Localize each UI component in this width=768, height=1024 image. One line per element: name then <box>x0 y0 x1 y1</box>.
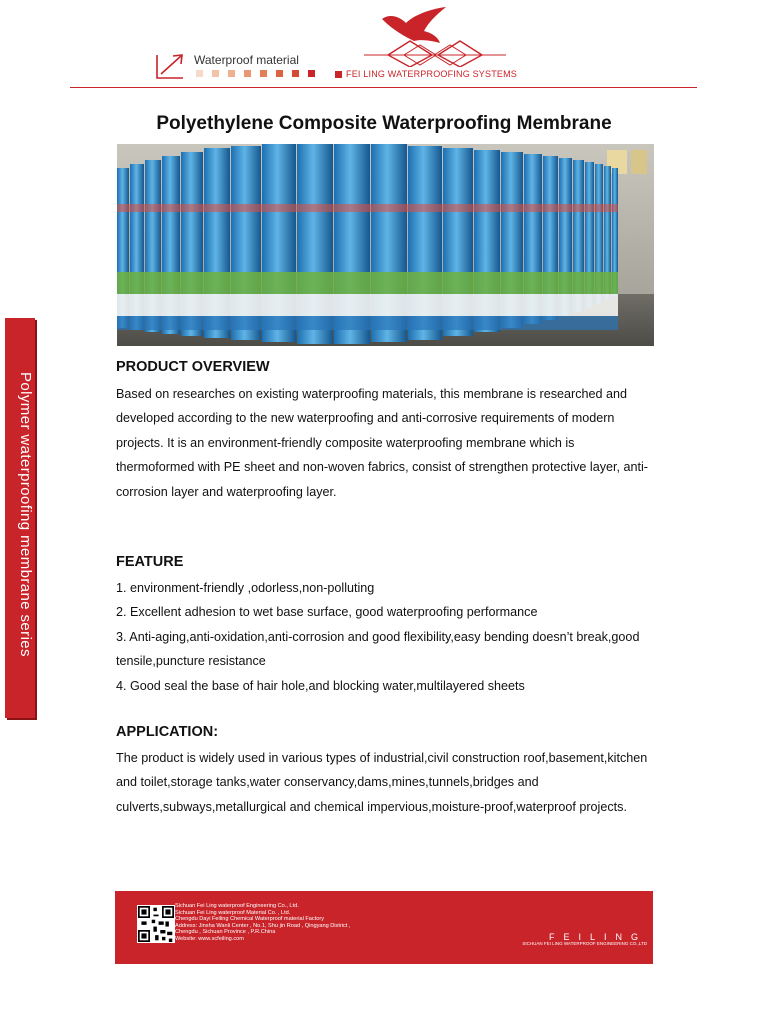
footer-contact <box>175 903 350 943</box>
feature-item: 4. Good seal the base of hair hole,and blocking water,multilayered sheets <box>116 678 525 693</box>
product-photo <box>117 144 654 346</box>
footer-line: Sichuan Fei Ling waterproof Material Co. , Ltd. <box>175 909 291 916</box>
page-title: Polyethylene Composite Waterproofing Membrane <box>156 113 612 134</box>
feature-item: 1. environment-friendly ,odorless,non-polluting <box>116 581 375 595</box>
footer-line: Chengdu , Sichuan Province , P.R.China <box>175 929 276 936</box>
feature-list <box>116 576 656 698</box>
header-category: Waterproof material <box>194 53 299 67</box>
footer-line: Chengdu Dayi Feiling Chemical Waterproof material Factory <box>175 916 325 923</box>
footer-banner <box>115 891 653 964</box>
footer-line: Sichuan Fei Ling waterproof Engineering Co., Ltd. <box>175 903 299 909</box>
overview-heading: PRODUCT OVERVIEW <box>116 359 270 375</box>
qr-code-icon <box>137 905 175 943</box>
decorative-squares <box>196 70 315 77</box>
header-company-name: FEI LING WATERPROOFING SYSTEMS <box>346 69 518 79</box>
footer-brand-sub: SICHUAN FEI LING WATERPROOF ENGINEERING CO.,LTD <box>522 941 647 946</box>
overview-text: Based on researches on existing waterproofing materials, this membrane is researched and developed according to the new waterproofing and anti-corrosive requirements of modern projects. It is an environment-friendly composite waterproofing membrane which is thermoformed with PE sheet and non-woven fabrics, consist of strengthen protective layer, anti-corrosion layer and waterproofing layer. <box>116 387 649 499</box>
application-text: The product is widely used in various types of industrial,civil construction roof,basement,kitchen and toilet,storage tanks,water conservancy,dams,mines,tunnels,bridges and culverts,subways,metallurgical and chemical impervious,moisture-proof,waterproof projects. <box>116 751 648 814</box>
header-company <box>335 69 517 79</box>
feature-item: 2. Excellent adhesion to wet base surface, good waterproofing performance <box>116 605 538 620</box>
application-heading: APPLICATION: <box>116 724 219 740</box>
header-rule <box>70 87 697 88</box>
footer-line: Website: www.scfeiling.com <box>175 935 244 942</box>
feiling-bird-logo-icon <box>360 5 510 67</box>
feature-item: 3. Anti-aging,anti-oxidation,anti-corrosion and good flexibility,easy bending doesn’t break,good tensile,puncture resistance <box>116 629 640 669</box>
feature-heading: FEATURE <box>116 554 184 570</box>
footer-line: Address: Jinsha Wanli Center , No.1, Shu jin Road , Qingyang District , <box>175 922 351 929</box>
footer-brand: FEILING <box>548 932 647 942</box>
side-tab-label: Polymer waterproofing membrane series <box>17 372 34 657</box>
arrow-mark-icon <box>155 52 185 82</box>
